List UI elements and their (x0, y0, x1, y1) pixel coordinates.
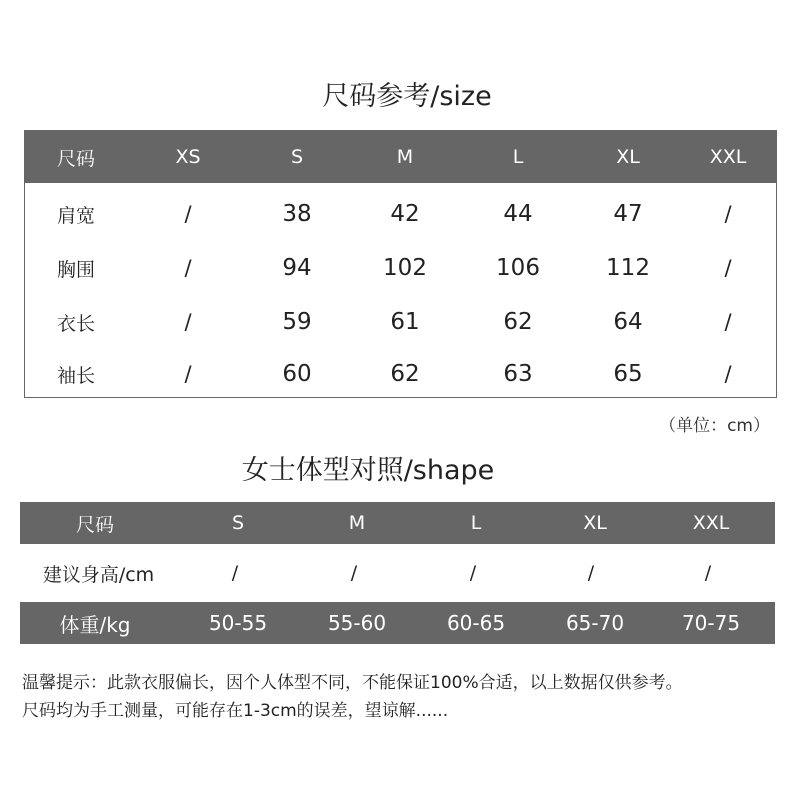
cell-xs: / (184, 202, 192, 226)
header-m: M (348, 512, 366, 534)
size-chart-title: 尺码参考/size (322, 81, 492, 112)
shape-header-row (20, 502, 775, 544)
header-xl: XL (616, 146, 640, 168)
size-row-chest (25, 241, 776, 295)
cell-xxl: / (724, 202, 732, 226)
cell-l: 60-65 (446, 611, 506, 635)
cell-xxl: / (724, 256, 732, 280)
tip-note-line-1: 温馨提示：此款衣服偏长，因个人体型不同，不能保证100%合适，以上数据仅供参考。 (22, 673, 683, 693)
header-s: S (290, 146, 304, 168)
header-l: L (470, 512, 482, 534)
cell-m: 61 (390, 309, 420, 335)
cell-l: 44 (503, 201, 533, 227)
header-xs: XS (175, 146, 201, 168)
row-label: 袖长 (56, 364, 95, 387)
cell-xl: 64 (613, 309, 643, 335)
header-m: M (396, 146, 414, 168)
cell-m: 102 (383, 255, 427, 281)
unit-note: （单位：cm） (659, 416, 770, 436)
size-row-length (25, 295, 776, 349)
cell-xl: 112 (606, 255, 650, 281)
shape-chart-title: 女士体型对照/shape (241, 455, 495, 486)
size-chart-header-row (25, 131, 776, 183)
cell-xxl: 70-75 (681, 611, 741, 635)
header-l: L (512, 146, 524, 168)
shape-chart-table (20, 502, 775, 644)
cell-s: 38 (282, 201, 312, 227)
tip-note-line-2: 尺码均为手工测量，可能存在1-3cm的误差，望谅解...... (22, 701, 449, 721)
row-label: 建议身高/cm (42, 563, 155, 586)
row-label: 体重/kg (59, 612, 131, 637)
cell-xs: / (184, 256, 192, 280)
shape-height-row (20, 544, 775, 602)
cell-xxl: / (704, 562, 712, 584)
cell-s: 50-55 (208, 611, 268, 635)
cell-xl: 65-70 (565, 611, 625, 635)
row-label: 肩宽 (56, 204, 95, 227)
cell-xs: / (184, 362, 192, 386)
header-size-label: 尺码 (56, 147, 95, 170)
cell-m: 55-60 (327, 611, 387, 635)
cell-xl: 47 (613, 201, 643, 227)
cell-s: / (231, 562, 239, 584)
cell-xl: / (587, 562, 595, 584)
size-row-shoulder (25, 187, 776, 241)
header-xxl: XXL (692, 512, 730, 534)
cell-m: 62 (390, 361, 420, 387)
header-xxl: XXL (709, 146, 747, 168)
cell-l: 106 (496, 255, 540, 281)
shape-weight-row (20, 602, 775, 644)
size-chart-table (24, 130, 777, 398)
cell-l: / (469, 562, 477, 584)
row-label: 胸围 (56, 258, 95, 281)
cell-xxl: / (724, 310, 732, 334)
cell-s: 59 (282, 309, 312, 335)
cell-xl: 65 (613, 361, 643, 387)
row-label: 衣长 (56, 312, 95, 335)
cell-m: / (350, 562, 358, 584)
cell-s: 60 (282, 361, 312, 387)
cell-xxl: / (724, 362, 732, 386)
cell-xs: / (184, 310, 192, 334)
cell-m: 42 (390, 201, 420, 227)
header-xl: XL (583, 512, 607, 534)
size-row-sleeve (25, 349, 776, 399)
header-size-label: 尺码 (75, 513, 114, 536)
header-s: S (231, 512, 245, 534)
cell-l: 62 (503, 309, 533, 335)
cell-l: 63 (503, 361, 533, 387)
cell-s: 94 (282, 255, 312, 281)
